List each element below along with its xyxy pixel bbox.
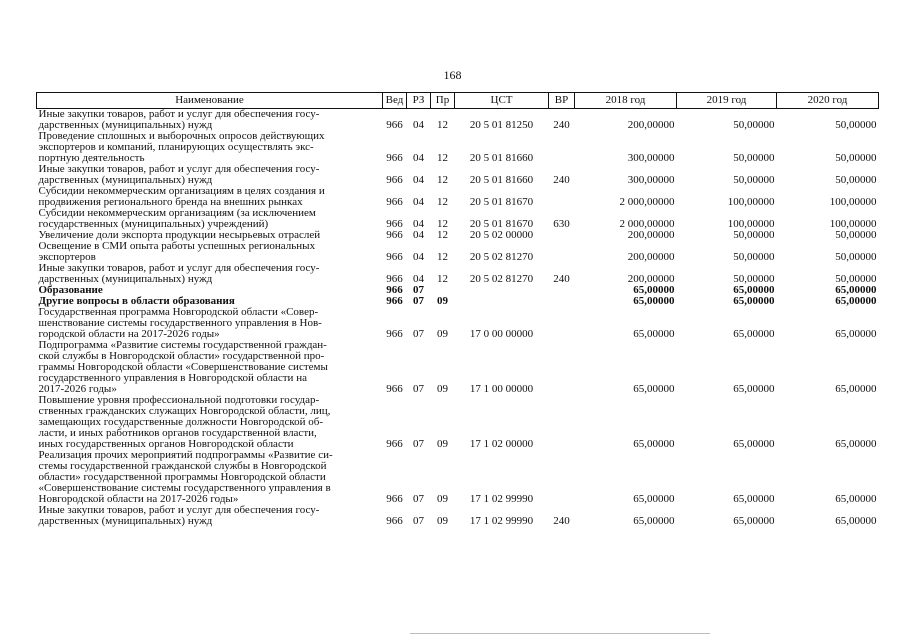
cell-vr — [549, 450, 575, 505]
divider — [410, 633, 710, 634]
cell-y2018: 65,00000 — [633, 295, 675, 307]
cell-ved: 966 — [386, 493, 403, 505]
cell-vr — [549, 230, 575, 241]
cell-pr: 09 — [437, 493, 448, 505]
cell-pr: 12 — [437, 229, 448, 241]
cell-y2018: 200,00000 — [627, 251, 675, 263]
cell-y2020: 65,00000 — [835, 515, 877, 527]
cell-y2020: 65,00000 — [835, 383, 877, 395]
cell-y2020: 65,00000 — [835, 328, 877, 340]
cell-name: Подпрограмма «Развитие системы государственной граждан- ской службы в Новгородской области» государственной про- граммы Новгородской области «Совершенствование системы государственного управления в Новгородской области на 2017-2026 годы» — [38, 339, 328, 395]
cell-y2019: 50,00000 — [733, 251, 775, 263]
cell-rz: 07 — [413, 295, 424, 307]
cell-cst: 20 5 01 81250 — [469, 119, 534, 131]
cell-y2019: 65,00000 — [733, 493, 775, 505]
cell-ved: 966 — [386, 515, 403, 527]
table-header-row — [37, 93, 879, 109]
cell-vr — [549, 307, 575, 340]
cell-y2018: 200,00000 — [627, 229, 675, 241]
cell-vr — [549, 340, 575, 395]
table-row — [37, 186, 879, 208]
cell-ved: 966 — [386, 119, 403, 131]
cell-name: Проведение сплошных и выборочных опросов действующих экспортеров и компаний, планирующих осуществлять экс- портную деятельность — [38, 130, 325, 164]
header-2018: 2018 год — [575, 93, 677, 109]
cell-name: Государственная программа Новгородской области «Совер- шенствование системы государственного управления в Нов- городской области на 2017-2026 годы» — [38, 306, 322, 340]
cell-y2020: 100,00000 — [829, 218, 877, 230]
cell-name: Субсидии некоммерческим организациям (за исключением государственных (муниципальных) учреждений) — [38, 207, 316, 230]
cell-cst: 20 5 01 81660 — [469, 174, 534, 186]
cell-vr — [549, 131, 575, 164]
cell-name: Увеличение доли экспорта продукции несырьевых отраслей — [38, 229, 321, 241]
page-number: 168 — [443, 68, 462, 82]
header-cst: ЦСТ — [455, 93, 549, 109]
cell-ved: 966 — [386, 273, 403, 285]
cell-vr: 630 — [553, 218, 570, 230]
cell-cst: 20 5 01 81660 — [469, 152, 534, 164]
cell-name: Освещение в СМИ опыта работы успешных региональных экспортеров — [38, 240, 316, 263]
cell-cst: 17 0 00 00000 — [469, 328, 534, 340]
cell-name: Иные закупки товаров, работ и услуг для обеспечения госу- дарственных (муниципальных) нужд — [38, 163, 320, 186]
table-row — [37, 450, 879, 505]
cell-name: Иные закупки товаров, работ и услуг для обеспечения госу- дарственных (муниципальных) нужд — [38, 108, 320, 131]
cell-y2020: 65,00000 — [835, 493, 877, 505]
cell-ved: 966 — [386, 152, 403, 164]
header-rz: РЗ — [407, 93, 431, 109]
cell-y2020: 50,00000 — [835, 273, 877, 285]
cell-cst: 17 1 02 99990 — [469, 493, 534, 505]
cell-vr — [549, 285, 575, 296]
cell-name: Иные закупки товаров, работ и услуг для обеспечения госу- дарственных (муниципальных) нужд — [38, 504, 320, 527]
cell-cst: 17 1 02 00000 — [469, 438, 534, 450]
cell-pr: 09 — [437, 328, 448, 340]
cell-rz: 04 — [413, 174, 424, 186]
cell-y2018: 300,00000 — [627, 152, 675, 164]
cell-pr: 12 — [437, 196, 448, 208]
table-row — [37, 307, 879, 340]
header-vr: ВР — [549, 93, 575, 109]
cell-y2019: 65,00000 — [733, 295, 775, 307]
cell-y2020: 65,00000 — [835, 438, 877, 450]
cell-y2018: 65,00000 — [633, 383, 675, 395]
header-name: Наименование — [37, 93, 383, 109]
cell-ved: 966 — [386, 218, 403, 230]
cell-rz: 04 — [413, 119, 424, 131]
cell-y2020: 50,00000 — [835, 251, 877, 263]
cell-y2020: 50,00000 — [835, 152, 877, 164]
cell-ved: 966 — [386, 196, 403, 208]
cell-vr: 240 — [553, 515, 570, 527]
cell-name: Другие вопросы в области образования — [38, 295, 235, 307]
cell-ved: 966 — [386, 174, 403, 186]
cell-y2018: 65,00000 — [633, 493, 675, 505]
cell-rz: 07 — [413, 328, 424, 340]
cell-cst: 20 5 01 81670 — [469, 196, 534, 208]
cell-y2019: 50,00000 — [733, 119, 775, 131]
cell-y2019: 50,00000 — [733, 273, 775, 285]
cell-y2020: 50,00000 — [835, 119, 877, 131]
cell-y2020: 65,00000 — [835, 295, 877, 307]
cell-ved: 966 — [386, 438, 403, 450]
cell-cst: 17 1 00 00000 — [469, 383, 534, 395]
cell-pr: 12 — [437, 152, 448, 164]
cell-y2020: 100,00000 — [829, 196, 877, 208]
cell-cst — [455, 296, 549, 307]
cell-vr: 240 — [553, 119, 570, 131]
table-row — [37, 164, 879, 186]
cell-rz: 04 — [413, 196, 424, 208]
cell-y2019: 100,00000 — [727, 218, 775, 230]
cell-name: Субсидии некоммерческим организациям в целях создания и продвижения регионального бренда на внешних рынках — [38, 185, 325, 208]
cell-y2018: 65,00000 — [633, 284, 675, 296]
table-row — [37, 263, 879, 285]
header-ved: Вед — [383, 93, 407, 109]
cell-vr — [549, 186, 575, 208]
budget-table — [36, 92, 879, 527]
cell-y2019: 100,00000 — [727, 196, 775, 208]
cell-y2019: 50,00000 — [733, 152, 775, 164]
cell-y2019: 65,00000 — [733, 438, 775, 450]
cell-pr: 12 — [437, 273, 448, 285]
table-row — [37, 241, 879, 263]
header-2020: 2020 год — [777, 93, 879, 109]
cell-pr: 09 — [437, 515, 448, 527]
cell-y2018: 200,00000 — [627, 119, 675, 131]
cell-rz: 04 — [413, 273, 424, 285]
cell-name: Повышение уровня профессиональной подготовки государ- ственных гражданских служащих Новгородской области, лиц, замещающих государственные должности Новгородской об- ласти, и иных работников органов государственной власти, иных государственных органов Новгородской области — [38, 394, 331, 450]
cell-y2019: 65,00000 — [733, 515, 775, 527]
cell-rz: 04 — [413, 251, 424, 263]
cell-ved: 966 — [386, 328, 403, 340]
cell-cst: 20 5 01 81670 — [469, 218, 534, 230]
header-pr: Пр — [431, 93, 455, 109]
table-row — [37, 208, 879, 230]
cell-pr: 09 — [437, 438, 448, 450]
cell-ved: 966 — [386, 295, 403, 307]
cell-cst: 20 5 02 81270 — [469, 273, 534, 285]
cell-name: Иные закупки товаров, работ и услуг для обеспечения госу- дарственных (муниципальных) нужд — [38, 262, 320, 285]
cell-y2019: 65,00000 — [733, 328, 775, 340]
cell-pr: 09 — [437, 295, 448, 307]
cell-rz: 04 — [413, 229, 424, 241]
cell-y2018: 200,00000 — [627, 273, 675, 285]
cell-rz: 07 — [413, 515, 424, 527]
cell-name: Образование — [38, 284, 103, 296]
cell-vr — [549, 296, 575, 307]
table-row — [37, 505, 879, 527]
cell-ved: 966 — [386, 229, 403, 241]
cell-y2018: 65,00000 — [633, 438, 675, 450]
table-row — [37, 395, 879, 450]
cell-pr: 09 — [437, 383, 448, 395]
cell-y2020: 50,00000 — [835, 229, 877, 241]
cell-y2020: 65,00000 — [835, 284, 877, 296]
cell-pr: 12 — [437, 251, 448, 263]
cell-cst: 20 5 02 00000 — [469, 229, 534, 241]
cell-y2018: 65,00000 — [633, 515, 675, 527]
cell-y2019: 50,00000 — [733, 174, 775, 186]
cell-cst: 17 1 02 99990 — [469, 515, 534, 527]
cell-rz: 07 — [413, 438, 424, 450]
cell-rz: 07 — [413, 493, 424, 505]
cell-ved: 966 — [386, 383, 403, 395]
cell-vr: 240 — [553, 273, 570, 285]
cell-y2018: 2 000,00000 — [619, 196, 675, 208]
cell-rz: 04 — [413, 152, 424, 164]
cell-y2019: 65,00000 — [733, 284, 775, 296]
cell-y2018: 300,00000 — [627, 174, 675, 186]
cell-y2018: 65,00000 — [633, 328, 675, 340]
cell-rz: 04 — [413, 218, 424, 230]
header-2019: 2019 год — [677, 93, 777, 109]
cell-rz: 07 — [413, 284, 424, 296]
cell-vr — [549, 241, 575, 263]
cell-vr: 240 — [553, 174, 570, 186]
cell-pr: 12 — [437, 218, 448, 230]
table-row — [37, 340, 879, 395]
cell-rz: 07 — [413, 383, 424, 395]
cell-y2018: 2 000,00000 — [619, 218, 675, 230]
cell-ved: 966 — [386, 251, 403, 263]
table-row — [37, 131, 879, 164]
cell-cst — [455, 285, 549, 296]
cell-cst: 20 5 02 81270 — [469, 251, 534, 263]
cell-pr: 12 — [437, 119, 448, 131]
cell-y2020: 50,00000 — [835, 174, 877, 186]
cell-y2019: 50,00000 — [733, 229, 775, 241]
cell-vr — [549, 395, 575, 450]
cell-y2019: 65,00000 — [733, 383, 775, 395]
cell-ved: 966 — [386, 284, 403, 296]
table-body — [37, 109, 879, 528]
cell-pr: 12 — [437, 174, 448, 186]
cell-name: Реализация прочих мероприятий подпрограммы «Развитие си- стемы государственной гражданской службы в Новгородской области» государственной программы Новгородской области «Совершенствование системы государственного управления в Новгородской области на 2017-2026 годы» — [38, 449, 333, 505]
table-row — [37, 109, 879, 132]
